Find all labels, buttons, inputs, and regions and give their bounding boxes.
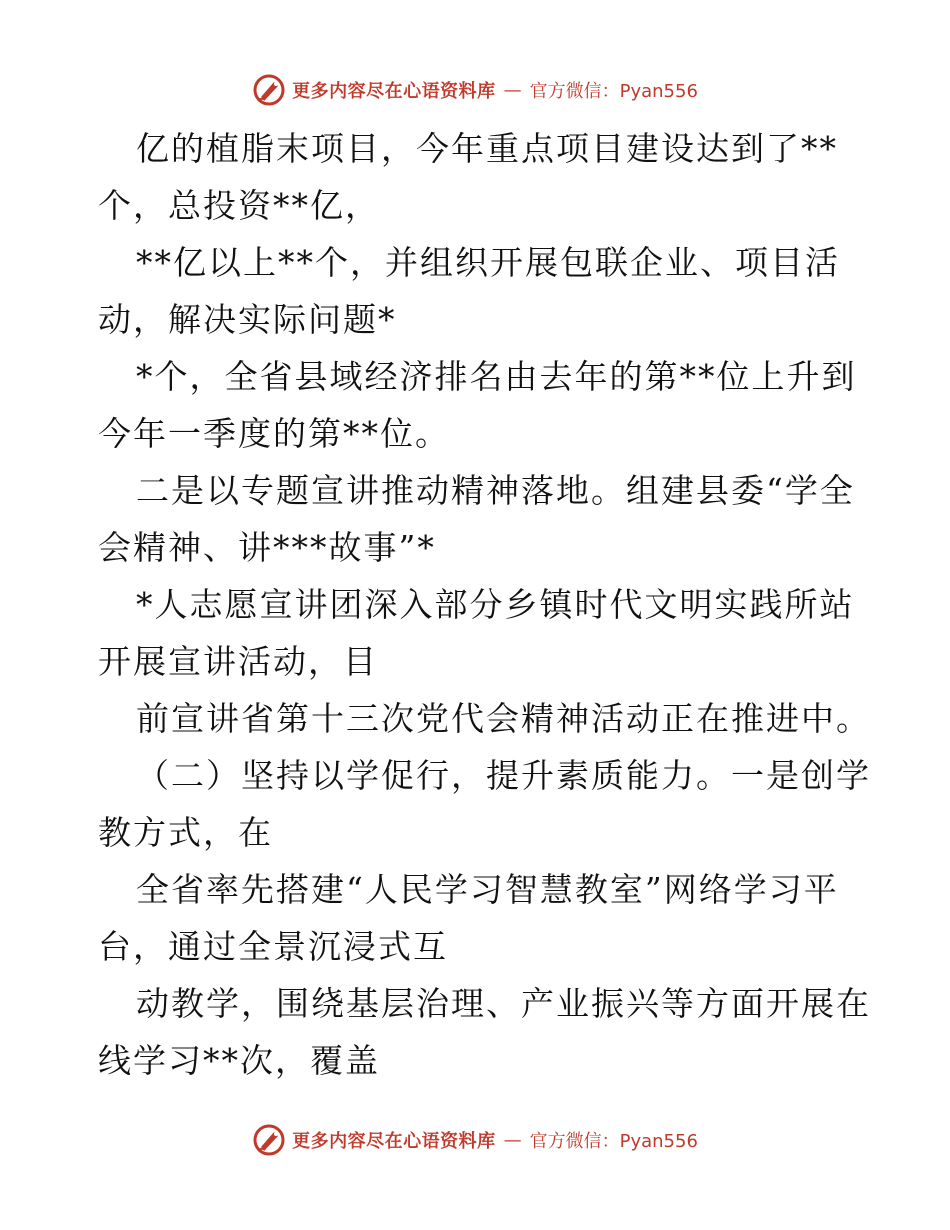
text-line: 今年一季度的第**位。 [98, 414, 450, 453]
footer-banner [0, 1120, 950, 1160]
text-line: 前宣讲省第十三次党代会精神活动正在推进中。 [136, 699, 871, 738]
banner-wechat-text: 官方微信：Pyan556 [529, 81, 698, 102]
pen-seal-logo-icon [252, 73, 286, 107]
text-line: 动，解决实际问题* [98, 300, 397, 339]
text-line: *个，全省县域经济排名由去年的第**位上升到 [136, 357, 857, 396]
text-line: 全省率先搭建“人民学习智慧教室”网络学习平 [136, 870, 839, 909]
banner-site-text: 更多内容尽在心语资料库 [292, 1131, 496, 1152]
text-line: 亿的植脂末项目，今年重点项目建设达到了** [136, 129, 838, 168]
header-banner-inner [252, 73, 698, 107]
banner-site-text: 更多内容尽在心语资料库 [292, 81, 496, 102]
banner-dash: — [503, 1129, 522, 1151]
text-line: （二）坚持以学促行，提升素质能力。一是创学 [136, 756, 871, 795]
text-line: 教方式，在 [98, 813, 273, 852]
text-line: **亿以上**个，并组织开展包联企业、项目活 [136, 243, 840, 282]
pen-seal-logo-icon [252, 1123, 286, 1157]
text-line: 线学习**次，覆盖 [98, 1041, 380, 1080]
banner-dash: — [503, 79, 522, 101]
text-line: 二是以专题宣讲推动精神落地。组建县委“学全 [136, 471, 855, 510]
text-line: 个，总投资**亿， [98, 186, 380, 225]
text-line: 开展宣讲活动，目 [98, 642, 378, 681]
header-banner [0, 70, 950, 110]
banner-wechat-text: 官方微信：Pyan556 [529, 1131, 698, 1152]
text-line: 台，通过全景沉浸式互 [98, 927, 448, 966]
document-body [98, 120, 871, 1089]
text-line: *人志愿宣讲团深入部分乡镇时代文明实践所站 [136, 585, 855, 624]
text-line: 动教学，围绕基层治理、产业振兴等方面开展在 [136, 984, 871, 1023]
text-line: 会精神、讲***故事”* [98, 528, 436, 567]
footer-banner-inner [252, 1123, 698, 1157]
